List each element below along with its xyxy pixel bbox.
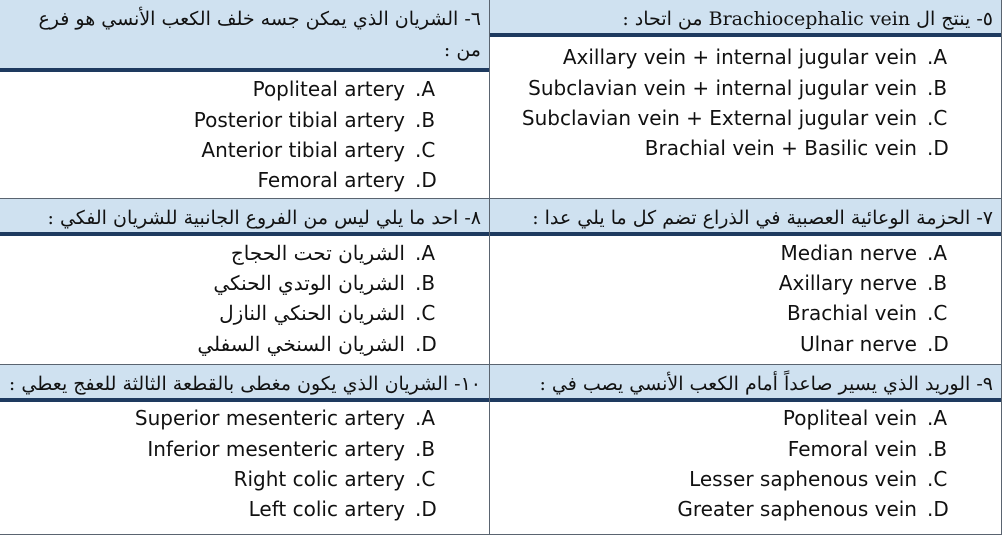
option-text: Subclavian vein + External jugular vein — [521, 106, 917, 130]
option-text: الشريان الحنكي النازل — [219, 301, 405, 325]
question-9-cell — [490, 365, 1002, 535]
option-letter: .B — [927, 76, 948, 100]
option-text: Lesser saphenous vein — [689, 467, 917, 491]
option-text: Inferior mesenteric artery — [147, 437, 405, 461]
option-d[interactable] — [677, 494, 953, 524]
option-letter: .D — [415, 332, 437, 356]
option-letter: .B — [927, 437, 948, 461]
option-text: Greater saphenous vein — [677, 497, 917, 521]
option-letter: .C — [415, 467, 436, 491]
option-text: Median nerve — [780, 241, 917, 265]
option-letter: .A — [927, 406, 948, 430]
option-d[interactable] — [645, 133, 953, 163]
option-text: Popliteal artery — [252, 77, 405, 101]
option-text: Axillary nerve — [778, 271, 917, 295]
option-letter: .D — [927, 136, 949, 160]
option-text: Brachial vein + Basilic vein — [644, 136, 917, 160]
option-letter: .B — [415, 271, 436, 295]
option-text: Subclavian vein + internal jugular vein — [528, 76, 917, 100]
option-b[interactable] — [213, 268, 441, 298]
option-letter: .A — [415, 77, 436, 101]
option-letter: .A — [415, 241, 436, 265]
option-letter: .A — [415, 406, 436, 430]
option-b[interactable] — [528, 73, 953, 103]
question-10-title: ١٠- الشريان الذي يكون مغطى بالقطعة الثالثة للعفج يعطي : — [0, 365, 489, 402]
question-9-title: ٩- الوريد الذي يسير صاعداً أمام الكعب الأنسي يصب في : — [490, 365, 1001, 402]
option-letter: .C — [927, 467, 948, 491]
option-d[interactable] — [249, 494, 441, 524]
option-text: الشريان الوتدي الحنكي — [213, 271, 405, 295]
option-d[interactable] — [257, 165, 441, 195]
option-c[interactable] — [234, 464, 441, 494]
option-letter: .C — [415, 138, 436, 162]
option-text: Posterior tibial artery — [193, 108, 405, 132]
option-c[interactable] — [201, 135, 441, 165]
option-a[interactable] — [783, 403, 953, 433]
option-letter: .A — [927, 241, 948, 265]
option-letter: .C — [927, 301, 948, 325]
question-8-cell — [0, 199, 490, 365]
option-c[interactable] — [689, 464, 953, 494]
option-letter: .D — [415, 497, 437, 521]
option-letter: .D — [927, 332, 949, 356]
question-7-title: ٧- الحزمة الوعائية العصبية في الذراع تضم كل ما يلي عدا : — [490, 199, 1001, 236]
option-c[interactable] — [787, 298, 953, 328]
option-letter: .B — [415, 437, 436, 461]
question-5-title: ٥- ينتج ال Brachiocephalic vein من اتحاد : — [490, 0, 1001, 37]
option-letter: .B — [415, 108, 436, 132]
option-a[interactable] — [781, 238, 953, 268]
option-b[interactable] — [194, 105, 441, 135]
option-b[interactable] — [147, 434, 441, 464]
option-text: Left colic artery — [248, 497, 405, 521]
option-letter: .A — [927, 45, 948, 69]
option-text: Anterior tibial artery — [201, 138, 405, 162]
option-text: Popliteal vein — [782, 406, 917, 430]
question-8-title: ٨- احد ما يلي ليس من الفروع الجانبية للشريان الفكي : — [0, 199, 489, 236]
option-text: الشريان السنخي السفلي — [197, 332, 405, 356]
option-a[interactable] — [253, 74, 441, 104]
option-a[interactable] — [231, 238, 441, 268]
option-letter: .C — [415, 301, 436, 325]
option-text: Right colic artery — [233, 467, 405, 491]
option-text: Ulnar nerve — [799, 332, 917, 356]
question-10-cell — [0, 365, 490, 535]
option-text: Femoral artery — [257, 168, 405, 192]
option-text: Axillary vein + internal jugular vein — [562, 45, 917, 69]
option-d[interactable] — [197, 329, 441, 359]
option-c[interactable] — [522, 103, 953, 133]
option-letter: .C — [927, 106, 948, 130]
question-6-cell — [0, 0, 490, 199]
option-c[interactable] — [219, 298, 441, 328]
question-7-cell — [490, 199, 1002, 365]
option-a[interactable] — [563, 42, 953, 72]
option-text: الشريان تحت الحجاج — [230, 241, 405, 265]
option-text: Superior mesenteric artery — [134, 406, 405, 430]
option-letter: .B — [927, 271, 948, 295]
option-d[interactable] — [800, 329, 953, 359]
option-a[interactable] — [135, 403, 441, 433]
question-5-cell — [490, 0, 1002, 199]
option-letter: .D — [927, 497, 949, 521]
option-letter: .D — [415, 168, 437, 192]
option-text: Brachial vein — [787, 301, 917, 325]
option-b[interactable] — [779, 268, 953, 298]
option-b[interactable] — [788, 434, 953, 464]
option-text: Femoral vein — [787, 437, 917, 461]
question-6-title: ٦- الشريان الذي يمكن جسه خلف الكعب الأنسي هو فرع من : — [0, 0, 489, 72]
